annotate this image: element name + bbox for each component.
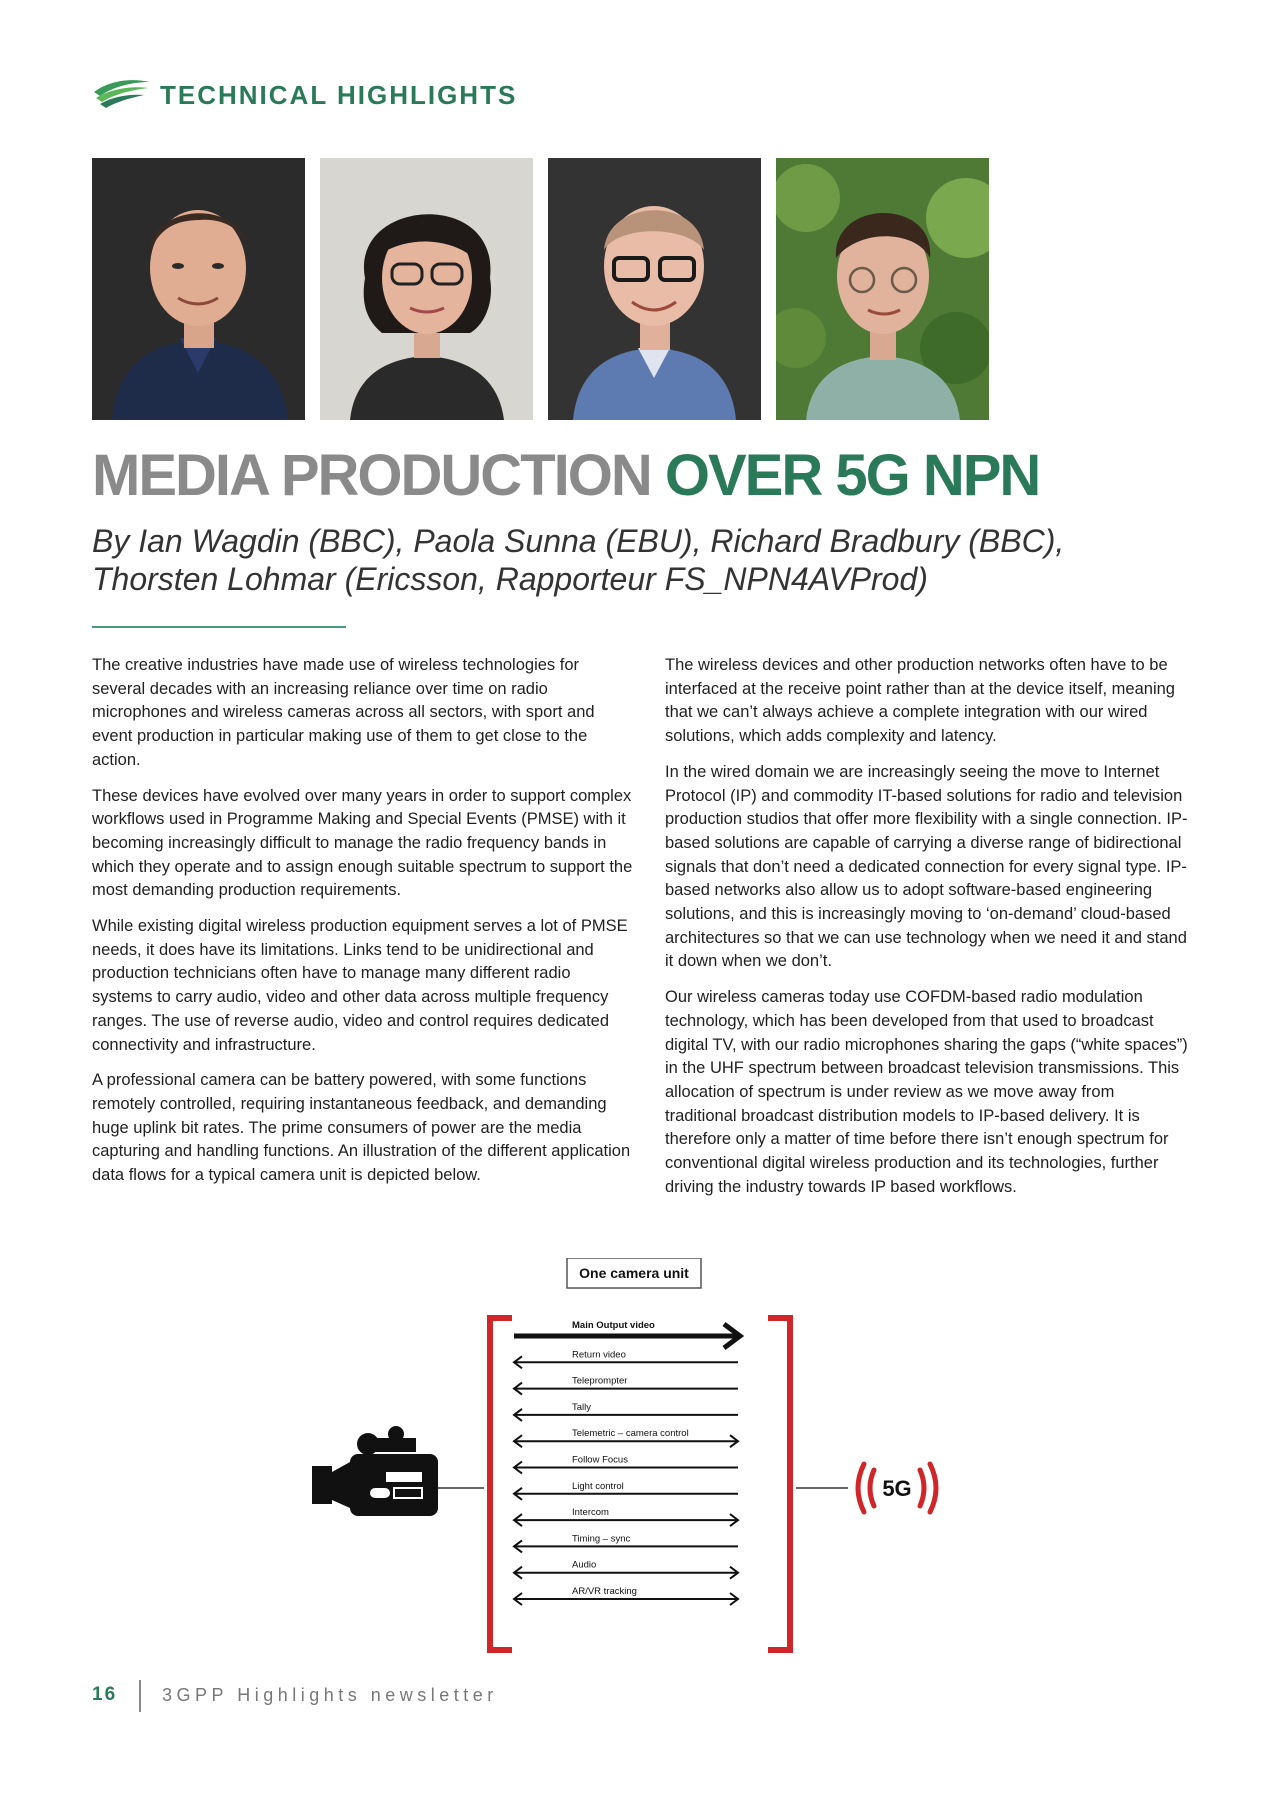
flow-row	[514, 1586, 738, 1605]
body-paragraph: The wireless devices and other production networks often have to be interfaced at the receive point rather than at the device itself, meaning that we can’t always achieve a complete integration with our wired solutions, which adds complexity and latency.	[665, 656, 1175, 746]
body-paragraph: In the wired domain we are increasingly seeing the move to Internet Protocol (IP) and commodity IT-based solutions for radio and television production studios that offer more flexibility with a single connection. IP-based solutions are capable of carrying a diverse range of bidirectional signals that don’t need a dedicated connection for every signal type. IP-based networks also allow us to adopt software-based engineering solutions, and this is increasingly moving to ‘on-demand’ cloud-based architectures so that we can use technology when we need it and stand it down when we don’t.	[665, 762, 1188, 971]
page-number: 16	[92, 1684, 118, 1705]
flow-row	[514, 1481, 738, 1500]
body-paragraph: A professional camera can be battery powered, with some functions remotely controlled, requiring instantaneous feedback, and demanding huge uplink bit rates. The prime consumers of power are the media capturing and handling functions. An illustration of the different application data flows for a typical camera unit is depicted below.	[92, 1071, 631, 1185]
byline	[92, 522, 1064, 598]
title-green-part: OVER 5G NPN	[664, 443, 1040, 508]
flow-row	[514, 1349, 738, 1368]
newsletter-name: 3GPP Highlights newsletter	[162, 1685, 498, 1705]
camera-unit-label: One camera unit	[579, 1265, 689, 1281]
video-camera-icon	[312, 1426, 438, 1516]
green-swoosh-icon	[92, 78, 152, 110]
flow-row	[514, 1507, 738, 1526]
right-bracket	[768, 1318, 790, 1650]
title-divider	[92, 626, 346, 628]
article-title	[92, 444, 1039, 508]
title-grey-part: MEDIA PRODUCTION	[92, 443, 651, 508]
author-photo-2	[320, 158, 533, 420]
section-label: TECHNICAL HIGHLIGHTS	[160, 80, 518, 110]
author-photo-3	[548, 158, 761, 420]
flow-row	[514, 1376, 738, 1395]
body-paragraph: Our wireless cameras today use COFDM-based radio modulation technology, which has been developed from that used to broadcast digital TV, with our radio microphones sharing the gaps (“white spaces”) in the UHF spectrum between broadcast television transmissions. This allocation of spectrum is under review as we move away from traditional broadcast distribution models to IP-based delivery. It is therefore only a matter of time before there isn’t enough spectrum for conventional digital wireless production and its technologies, further driving the industry towards IP based workflows.	[665, 988, 1188, 1196]
camera-data-flow-diagram	[290, 1258, 980, 1658]
flow-label: Tally	[572, 1401, 592, 1413]
author-photo-1	[92, 158, 305, 420]
data-flows	[514, 1320, 740, 1605]
right-column	[665, 654, 1190, 1211]
flow-row	[514, 1402, 738, 1421]
left-bracket	[490, 1318, 512, 1650]
body-paragraph: The creative industries have made use of wireless technologies for several decades with an increasing reliance over time on radio microphones and wireless cameras across all sectors, with sport and event production in particular making use of them to get close to the action.	[92, 656, 595, 769]
byline-line-1: By Ian Wagdin (BBC), Paola Sunna (EBU), Richard Bradbury (BBC),	[92, 523, 1065, 559]
flow-label: Timing – sync	[572, 1533, 631, 1545]
flow-row	[514, 1320, 740, 1348]
flow-label: Telemetric – camera control	[572, 1428, 689, 1440]
network-label: 5G	[882, 1476, 912, 1501]
flow-label: Light control	[572, 1480, 624, 1492]
flow-label: Return video	[572, 1349, 626, 1361]
flow-label: AR/VR tracking	[572, 1586, 637, 1597]
byline-line-2: Thorsten Lohmar (Ericsson, Rapporteur FS_NPN4AVProd)	[92, 561, 928, 597]
flow-row	[514, 1533, 738, 1552]
left-column	[92, 654, 634, 1200]
flow-label: Follow Focus	[572, 1454, 628, 1466]
body-paragraph: These devices have evolved over many years in order to support complex workflows used in Programme Making and Special Events (PMSE) with it becoming increasingly difficult to manage the radio frequency bands in which they operate and to assign enough suitable spectrum to support the most demanding production requirements.	[92, 786, 633, 900]
5g-signal-icon	[858, 1464, 936, 1512]
author-photo-4	[776, 158, 989, 420]
flow-row	[514, 1455, 738, 1474]
flow-label: Intercom	[572, 1507, 609, 1519]
footer-divider	[139, 1680, 141, 1712]
body-paragraph: While existing digital wireless production equipment serves a lot of PMSE needs, it does have its limitations. Links tend to be unidirectional and production technicians often have to manage many different radio systems to carry audio, video and other data across multiple frequency ranges. The use of reverse audio, video and control requires dedicated connectivity and infrastructure.	[92, 917, 628, 1054]
flow-label: Audio	[572, 1559, 597, 1571]
flow-label: Main Output video	[572, 1320, 655, 1331]
flow-row	[514, 1428, 738, 1447]
flow-label: Teleprompter	[572, 1375, 628, 1387]
flow-row	[514, 1560, 738, 1579]
